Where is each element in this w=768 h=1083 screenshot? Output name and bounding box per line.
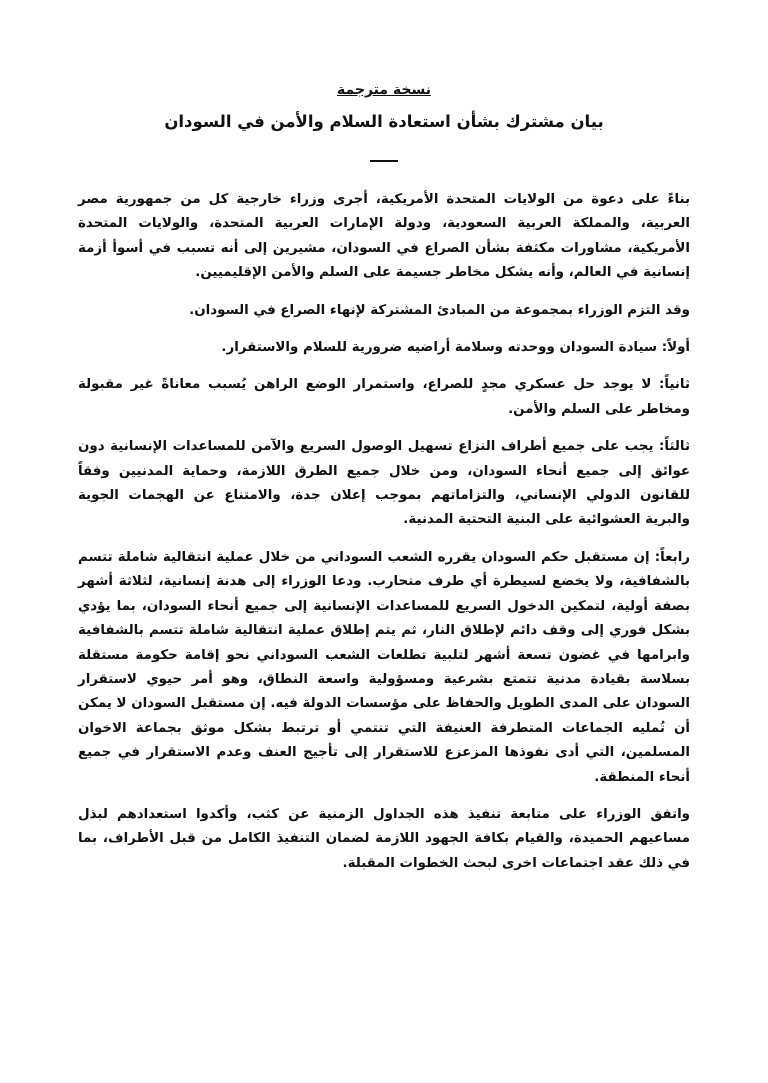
document-title: بيان مشترك بشأن استعادة السلام والأمن في السودان [164,112,604,131]
intro-paragraph: بناءً على دعوة من الولايات المتحدة الأمريكية، أجرى وزراء خارجية كل من جمهورية مصر العربية، والمملكة العربية السعودية، ودولة الإمارات العربية المتحدة، والولايات المتحدة الأمريكية، مشاورات مكثفة بشأن الصراع في السودان، مشيرين إلى أنه تسبب في أسوأ أزمة إنسانية في العالم، وأنه يشكل مخاطر جسيمة على السلم والأمن الإقليميين. [78,192,690,281]
principle-first-paragraph: أولاً: سيادة السودان ووحدته وسلامة أراضيه ضرورية للسلام والاستقرار. [221,340,690,356]
principle-fourth-paragraph: رابعاً: إن مستقبل حكم السودان يقرره الشعب السوداني من خلال عملية انتقالية شاملة تتسم بالشفافية، ولا يخضع لسيطرة أي طرف متحارب. ودعا الوزراء إلى هدنة إنسانية، لثلاثة أشهر بصفة أولية، لتمكين الدخول السريع للمساعدات الإنسانية إلى جميع أنحاء السودان، بما يؤدي بشكل فوري إلى وقف دائم لإطلاق النار، ثم يتم إطلاق عملية انتقالية شاملة تتسم بالشفافية وابرامها في غضون تسعة أشهر لتلبية تطلعات الشعب السوداني نحو إقامة حكومة مستقلة بسلاسة بقيادة مدنية تتمتع بشرعية ومسؤولية واسعة النطاق، وهو أمر حيوي لاستقرار السودان على المدى الطويل والحفاظ على مؤسسات الدولة فيه. إن مستقبل السودان لا يمكن أن تُمليه الجماعات المتطرفة العنيفة التي تنتمي أو ترتبط بشكل موثق بجماعة الاخوان المسلمين، التي أدى نفوذها المزعزع للاستقرار إلى تأجيج العنف وعدم الاستقرار في جميع أنحاء المنطقة. [78,549,690,785]
translated-copy-label: نسخة مترجمة [336,82,431,98]
closing-paragraph: واتفق الوزراء على متابعة تنفيذ هذه الجداول الزمنية عن كثب، وأكدوا استعدادهم لبذل مساعيهم الحميدة، والقيام بكافة الجهود اللازمة لضمان التنفيذ الكامل من قبل الأطراف، بما في ذلك عقد اجتماعات اخرى لبحث الخطوات المقبلة. [78,806,690,871]
document-body [78,80,690,889]
title-divider [370,160,398,162]
principle-second-paragraph: ثانياً: لا يوجد حل عسكري مجدٍ للصراع، واستمرار الوضع الراهن يُسبب معاناةً غير مقبولة ومخاطر على السلم والأمن. [78,377,690,417]
principles-intro-paragraph: وقد التزم الوزراء بمجموعة من المبادئ المشتركة لإنهاء الصراع في السودان. [189,302,690,318]
principle-third-paragraph: ثالثاً: يجب على جميع أطراف النزاع تسهيل الوصول السريع والآمن للمساعدات الإنسانية دون عوائق إلى جميع أنحاء السودان، ومن خلال جميع الطرق اللازمة، وحماية المدنيين وفقاً للقانون الدولي الإنساني، والتزاماتهم بموجب إعلان جدة، والامتناع عن الهجمات الجوية والبرية العشوائية على البنية التحتية المدنية. [78,439,690,528]
